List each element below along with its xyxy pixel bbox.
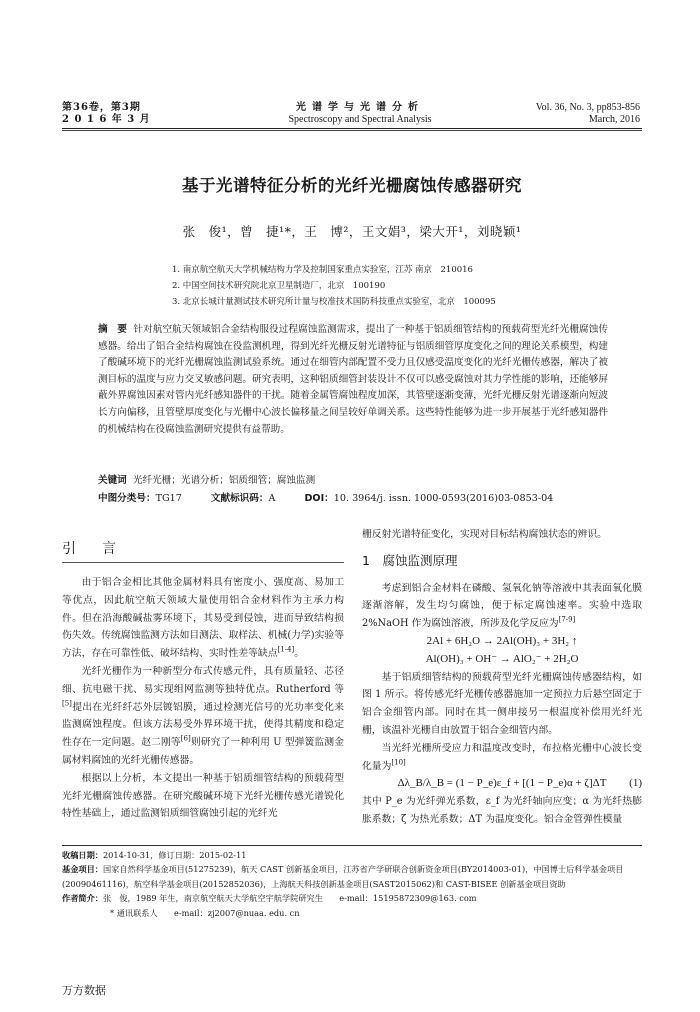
intro-heading: 引 言 [62, 541, 122, 557]
clc-value: TG17 [155, 493, 182, 504]
keywords-text: 光纤光栅；光谱分析；铝质细管；腐蚀监测 [132, 475, 316, 486]
watermark-wanfang: 万方数据 [62, 984, 106, 997]
right-column [362, 526, 642, 829]
abstract-text: 针对航空航天领域铝合金结构服役过程腐蚀监测需求，提出了一种基于铝质细管结构的预载荷型光纤光栅腐蚀传感器。给出了铝合金结构腐蚀在役监测机理，得到光纤光栅反射光谱特征与铝质细管厚度变化之间的理论关系模型，构建了酸碱环境下的光纤光栅腐蚀监测试验系统。通过在细管内部配置不受力且仅感受温度变化的光纤光栅传感器，解决了被测目标的温度与应力交叉敏感问题。研究表明，这种铝质细管封装设计不仅可以感受腐蚀对其力学性能的影响，还能够屏蔽外界腐蚀因素对管内光纤感知器件的干扰。随着金属管腐蚀程度加深，其管壁逐渐变薄，光纤光栅反射光谱逐渐向短波长方向偏移，且管壁厚度变化与光栅中心波长偏移量之间呈较好单调关系。这些特性能够为进一步开展基于光纤感知器件的机械结构在役腐蚀监测研究提供有益帮助。 [98, 324, 609, 435]
doc-code-value: A [268, 493, 276, 504]
equation-1-number: (1) [629, 777, 642, 790]
intro-paragraph-1: 由于铝合金相比其他金属材料具有密度小、强度高、易加工等优点，因此航空航天领域大量使用铝合金材料作为主承力构件。但在沿海酸碱盐雾环境下，其易受到侵蚀，进而导致结构损伤失效。传统腐蚀监测方法如目测法、取样法、机械(力学)实验等方法，存在可靠性低、破坏结构、实时性差等缺点[1-4]。 [62, 577, 344, 660]
abstract [98, 322, 608, 438]
section-1-heading: 1 腐蚀监测原理 [362, 552, 458, 568]
keywords-label: 关键词 [98, 475, 127, 486]
author-list: 张 俊¹，曾 捷¹*，王 博²，王文娟³，梁大开¹，刘晓颖¹ [182, 224, 522, 239]
fund-label: 基金项目： [62, 864, 103, 875]
doi-value: 10. 3964/j. issn. 1000-0593(2016)03-0853-04 [333, 493, 554, 504]
section-1-paragraph-3: 当光纤光栅所受应力和温度改变时，布拉格光栅中心波长变化量为[10] [362, 742, 642, 772]
header-vol-en: Vol. 36, No. 3, pp853-856 [535, 102, 640, 113]
header-date-zh: 2 0 1 6 年 3 月 [62, 114, 151, 125]
paper-title: 基于光谱特征分析的光纤光栅腐蚀传感器研究 [182, 176, 522, 195]
affiliation-3: 3. 北京长城计量测试技术研究所计量与校准技术国防科技重点实验室，北京 100095 [172, 297, 496, 307]
journal-name-en: Spectroscopy and Spectral Analysis [288, 114, 432, 125]
intro-rule [62, 562, 344, 563]
intro-paragraph-3: 根据以上分析，本文提出一种基于铝质细管结构的预载荷型光纤光栅腐蚀传感器。在研究酸碱环境下光纤光栅传感光谱锐化特性基础上，通过监测铝质细管腐蚀引起的光纤光 [62, 772, 344, 820]
section-1-paragraph-2: 基于铝质细管结构的预载荷型光纤光栅腐蚀传感器结构，如图 1 所示。将传感光纤光栅传感器施加一定预拉力后悬空固定于铝合金细管内部。同时在其一侧串接另一根温度补偿用光纤光栅，该温补光栅自由放置于铝合金细管内部。 [362, 671, 642, 736]
author-bio: 张 俊，1989 年生，南京航空航天大学航空宇航学院研究生 e-mail：15195872309@163. com [102, 893, 477, 904]
left-column [62, 574, 344, 823]
citation: [6] [180, 734, 191, 743]
author-bio-label: 作者简介： [62, 893, 103, 904]
header-volume [62, 102, 151, 126]
intro-paragraph-2: 光纤光栅作为一种新型分布式传感元件，具有质量轻、芯径细、抗电磁干扰、易实现组网监测等独特优点。Rutherford 等[5]提出在光纤纤芯外层镀铝膜，通过检测光信号的光功率变化来监测腐蚀程度。但该方法易受外界环境干扰，使得其精度和稳定性存在一定问题。赵二刚等[6]则研究了一种利用 U 型弹簧监测金属材料腐蚀的光纤光栅传感器。 [62, 665, 344, 766]
header-rule-thin [62, 130, 642, 131]
header-date-en: March, 2016 [588, 114, 640, 125]
citation: [10] [391, 758, 406, 767]
doc-code-label: 文献标识码： [210, 493, 269, 504]
equation-1 [362, 775, 642, 793]
header-journal [250, 102, 470, 126]
affiliation-2: 2. 中国空间技术研究院北京卫星制造厂，北京 100190 [172, 281, 386, 291]
header-vol-zh: 第36卷，第3期 [62, 102, 141, 113]
equation-1-body: Δλ_B/λ_B = (1 − P_e)ε_f + [(1 − P_e)α + ζ]ΔT [397, 777, 607, 790]
header-rule [62, 128, 642, 129]
fund-text: 国家自然科学基金项目(51275239)，航天 CAST 创新基金项目，江苏省产学研联合创新资金项目(BY2014003-01)，中国博士后科学基金项目(20090461116)，航空科学基金项目(20152852036)，上海航天科技创新基金项目(SAST2015062)和 CAST-BISEE 创新基金项目资助 [62, 864, 624, 889]
reaction-equation-2: Al(OH)₃ + OH⁻ → AlO₂⁻ + 2H₂O [425, 652, 579, 665]
citation: [7-9] [558, 615, 576, 624]
citation: [5] [62, 699, 72, 708]
corresponding-contact: * 通讯联系人 e-mail：zj2007@nuaa. edu. cn [110, 907, 300, 918]
affiliation-1: 1. 南京航空航天大学机械结构力学及控制国家重点实验室，江苏 南京 210016 [172, 265, 473, 275]
affiliations [172, 262, 496, 310]
reaction-equation-1: 2Al + 6H₂O → 2Al(OH)₃ + 3H₂ ↑ [426, 634, 578, 647]
keywords-block [98, 472, 608, 508]
received-dates: 2014-10-31，修订日期：2015-02-11 [102, 850, 247, 860]
section-1-paragraph-4: 其中 P_e 为光纤弹光系数，ε_f 为光纤轴向应变；α 为光纤热膨胀系数；ζ 为热光系数；ΔT 为温度变化。铝合金管弹性模量 [362, 796, 642, 825]
doi-label: DOI： [304, 493, 334, 504]
abstract-label: 摘 要 [98, 324, 128, 335]
clc-label: 中图分类号： [98, 493, 156, 504]
section-1-paragraph-1: 考虑到铝合金材料在磷酸、氢氧化钠等溶液中其表面氧化膜逐渐溶解，发生均匀腐蚀，便于标定腐蚀速率。实验中选取 2%NaOH 作为腐蚀溶液，所涉及化学反应为[7-9] [362, 582, 642, 630]
footnote [62, 848, 642, 920]
footnote-rule [62, 845, 642, 846]
citation: [1-4] [277, 645, 295, 654]
journal-name-zh: 光谱学与光谱分析 [296, 102, 424, 113]
header-issue [536, 102, 640, 126]
intro-paragraph-3-cont: 栅反射光谱特征变化，实现对目标结构腐蚀状态的辨识。 [362, 529, 607, 540]
received-label: 收稿日期： [62, 850, 103, 860]
